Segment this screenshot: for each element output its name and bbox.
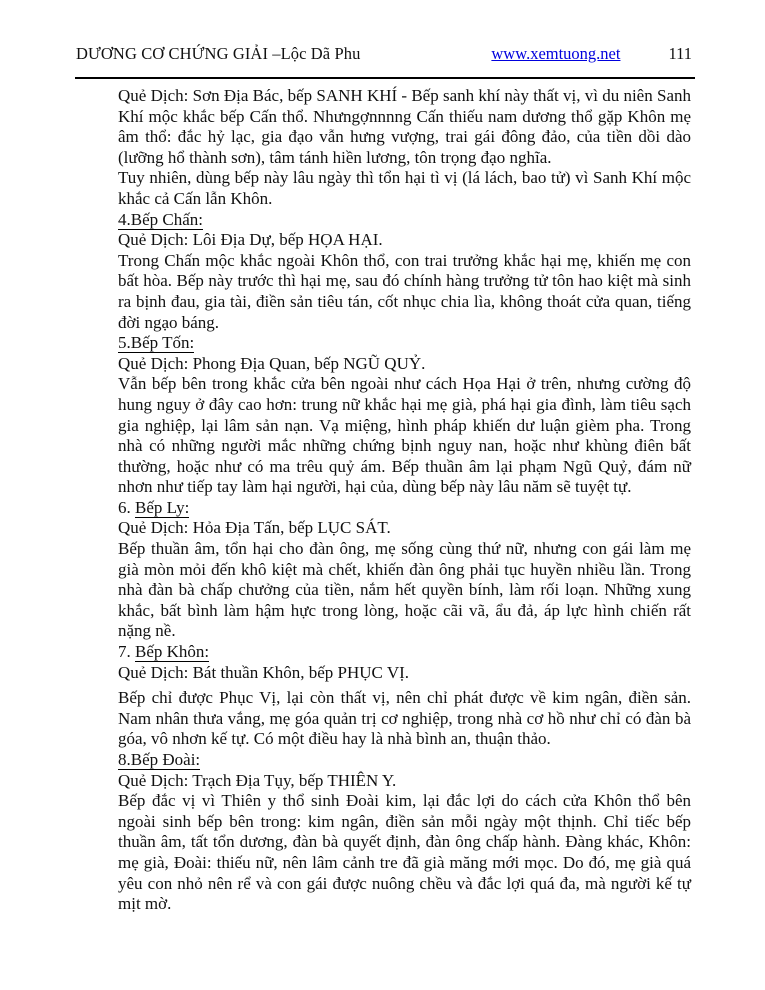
paragraph: Bếp chỉ được Phục Vị, lại còn thất vị, nên chỉ phát được về kim ngân, điền sản. Nam nhân thưa vắng, mẹ góa quản trị cơ nghiệp, trong nhà cơ hồ như chỉ có đàn bà góa, vô nhơn kế tự. Có một điều hay là nhà bình an, thuận thảo. (118, 688, 691, 749)
heading-label: 8.Bếp Đoài: (118, 750, 201, 769)
page-number: 111 (668, 44, 692, 63)
paragraph: Trong Chấn mộc khắc ngoài Khôn thổ, con trai trưởng khắc hại mẹ, khiến mẹ con bất hòa. Bếp này trước thì hại mẹ, sau đó chính hàng trưởng tử tôn hao kiệt mà sinh ra bịnh đau, gia tài, điền sản tiêu tán, cốt nhục chia lìa, không thoát cửa quan, tiếng đời ngạo báng. (118, 250, 691, 332)
section-heading-8 (118, 750, 691, 771)
document-body (118, 86, 691, 915)
section-heading-6 (118, 498, 691, 519)
website-link[interactable]: www.xemtuong.net (491, 44, 621, 63)
paragraph: Vẫn bếp bên trong khắc cửa bên ngoài như cách Họa Hại ở trên, nhưng cường độ hung nguy ở đây cao hơn: trung nữ khắc hại mẹ già, phá hại gia đình, làm tiêu sạch gia nghiệp, lại lâm sản nạn. Vạ miệng, hình pháp khiến dư luận gièm pha. Trong nhà có những người mắc những chứng bịnh nguy nan, hoặc như khùng điên bất thường, hoặc như có ma trêu quỷ ám. Bếp thuần âm lại phạm Ngũ Quỷ, đám nữ nhơn như tiếp tay làm hại người, hại của, dùng bếp này lâu năm sẽ tuyệt tự. (118, 374, 691, 497)
section-heading-7 (118, 642, 691, 663)
paragraph: Quẻ Dịch: Sơn Địa Bác, bếp SANH KHÍ - Bếp sanh khí này thất vị, vì du niên Sanh Khí mộc khắc bếp Cấn thổ. Nhưngợnnnng Cấn thiếu nam dương thổ gặp Khôn mẹ âm thổ: đắc hỷ lạc, gia đạo vẫn hưng vượng, trai gái đông đảo, của tiền dồi dào (lưỡng hổ thành sơn), tâm tánh hiền lương, tôn trọng đạo nghĩa. (118, 86, 691, 167)
paragraph: Bếp đắc vị vì Thiên y thổ sinh Đoài kim, lại đắc lợi do cách cửa Khôn thổ bên ngoài sinh bếp bên trong: kim ngân, điền sản mỗi ngày một thịnh. Chỉ tiếc bếp thuần âm, tất tổn dương, đàn bà quyết định, đàn ông chấp hành. Đàng khác, Khôn: mẹ già, Đoài: thiếu nữ, nên lâm cảnh tre đã già măng mới mọc. Do đó, mẹ già quá yêu con nhỏ nên rể và con gái được nuông chều và đắc lợi quá đa, mà người kế tự mịt mờ. (118, 791, 691, 914)
que-dich-line: Quẻ Dịch: Lôi Địa Dự, bếp HỌA HẠI. (118, 230, 383, 250)
paragraph: Tuy nhiên, dùng bếp này lâu ngày thì tổn hại tì vị (lá lách, bao tử) vì Sanh Khí mộc khắc cả Cấn lẫn Khôn. (118, 168, 691, 208)
document-title: DƯƠNG CƠ CHỨNG GIẢI –Lộc Dã Phu (76, 44, 361, 63)
que-dich-line: Quẻ Dịch: Phong Địa Quan, bếp NGŨ QUỶ. (118, 353, 426, 373)
heading-label: Bếp Khôn: (135, 642, 210, 662)
que-dich-line: Quẻ Dịch: Trạch Địa Tụy, bếp THIÊN Y. (118, 770, 397, 790)
heading-label: 5.Bếp Tốn: (118, 333, 195, 353)
paragraph: Bếp thuần âm, tổn hại cho đàn ông, mẹ sống cùng thứ nữ, nhưng con gái làm mẹ già mòn mỏi đến khô kiệt mà chết, khiến đàn ông phải tục huyền nhiều lần. Trong nhà đàn bà chấp chưởng của tiền, nắm hết quyền bính, làm rối loạn. Những xung khắc, bất bình làm hậm hực trong lòng, hoặc cãi vã, ẩu đả, áp lực hình chiến rất nặng nề. (118, 539, 691, 641)
page-header (76, 44, 692, 64)
heading-label: 4.Bếp Chấn: (118, 209, 203, 229)
header-divider (75, 77, 695, 79)
section-heading-5 (118, 333, 691, 354)
header-right-group (491, 44, 692, 64)
que-dich-line: Quẻ Dịch: Bát thuần Khôn, bếp PHỤC VỊ. (118, 662, 410, 682)
heading-prefix: 6. (118, 497, 135, 517)
que-dich-line: Quẻ Dịch: Hỏa Địa Tấn, bếp LỤC SÁT. (118, 518, 391, 538)
heading-label: Bếp Ly: (135, 497, 190, 517)
section-heading-4 (118, 210, 691, 231)
heading-prefix: 7. (118, 642, 135, 662)
